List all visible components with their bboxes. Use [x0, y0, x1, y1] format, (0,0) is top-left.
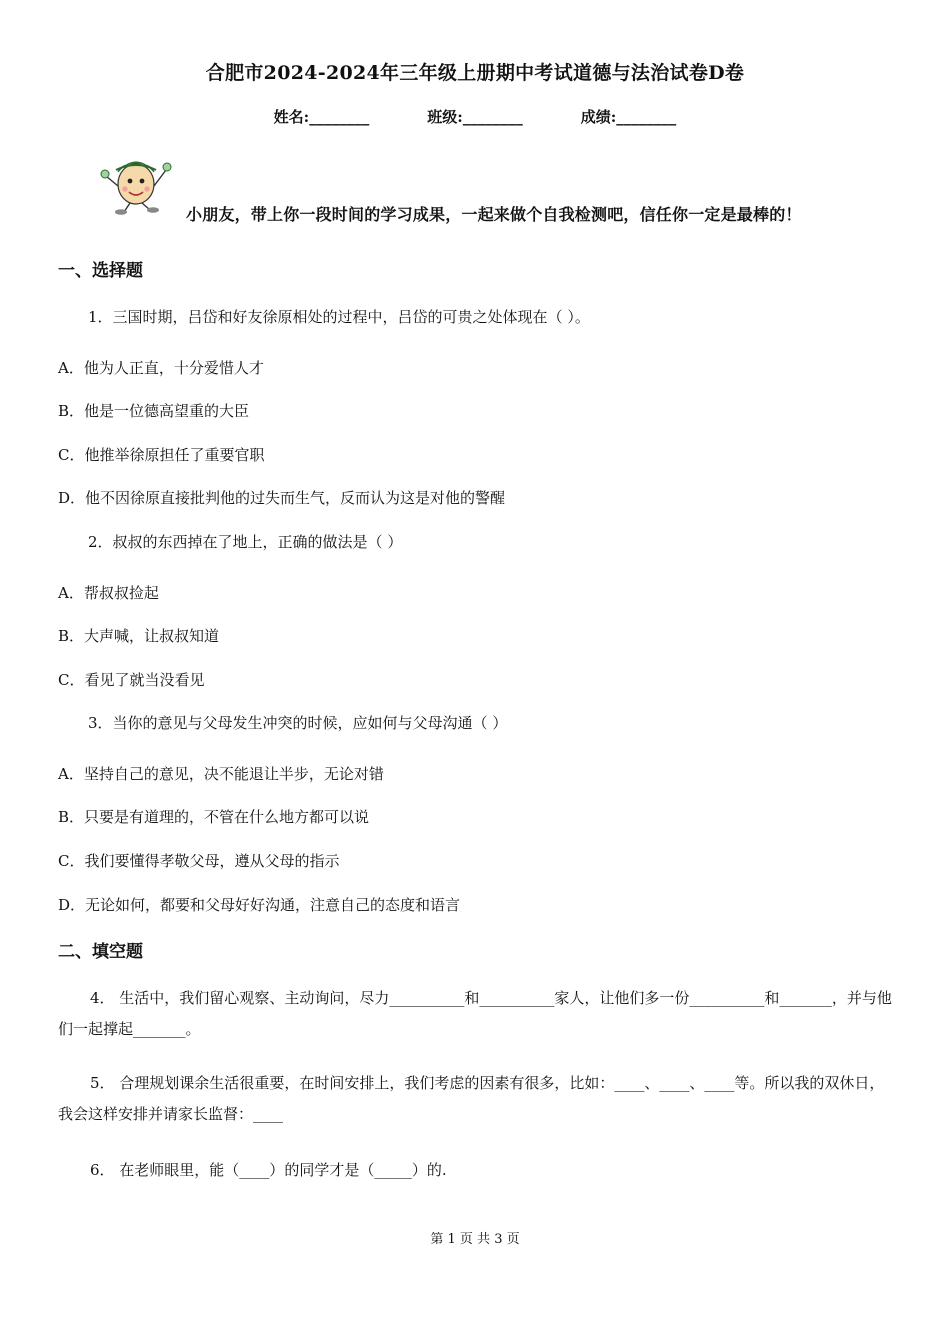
class-field: 班级:________ — [427, 108, 523, 126]
question-option: A．帮叔叔捡起 — [58, 584, 159, 602]
student-info-row — [0, 106, 950, 127]
question-stem: 2．叔叔的东西掉在了地上，正确的做法是（ ） — [88, 533, 403, 551]
section-title-choice: 一、选择题 — [58, 261, 143, 281]
question-option: D．他不因徐原直接批判他的过失而生气，反而认为这是对他的警醒 — [58, 489, 506, 507]
encouragement-text: 小朋友，带上你一段时间的学习成果，一起来做个自我检测吧，信任你一定是最棒的！ — [186, 205, 802, 224]
question-option: C．我们要懂得孝敬父母，遵从父母的指示 — [58, 852, 340, 870]
page-footer: 第 1 页 共 3 页 — [430, 1232, 520, 1247]
fill-question: 5． 合理规划课余生活很重要，在时间安排上，我们考虑的因素有很多，比如：____、____、____等。所以我的双休日，我会这样安排并请家长监督：____ — [58, 1074, 885, 1123]
name-field: 姓名:________ — [273, 108, 370, 126]
question-option: C．看见了就当没看见 — [58, 671, 205, 689]
question-option: C．他推举徐原担任了重要官职 — [58, 446, 265, 464]
fill-question: 4． 生活中，我们留心观察、主动询问，尽力__________和__________家人，让他们多一份__________和_______，并与他们一起撑起_______。 — [58, 989, 892, 1038]
question-option: A．他为人正直，十分爱惜人才 — [58, 359, 264, 377]
question-option: D．无论如何，都要和父母好好沟通，注意自己的态度和语言 — [58, 896, 461, 914]
cartoon-mascot-icon — [96, 146, 176, 216]
question-option: B．大声喊，让叔叔知道 — [58, 627, 220, 645]
question-stem: 1．三国时期，吕岱和好友徐原相处的过程中，吕岱的可贵之处体现在（ ）。 — [88, 308, 590, 326]
question-option: B．只要是有道理的，不管在什么地方都可以说 — [58, 808, 370, 826]
question-stem: 3．当你的意见与父母发生冲突的时候，应如何与父母沟通（ ） — [88, 714, 508, 732]
fill-question: 6． 在老师眼里，能（____）的同学才是（_____）的. — [90, 1161, 447, 1179]
score-field: 成绩:________ — [580, 108, 677, 126]
question-option: A．坚持自己的意见，决不能退让半步，无论对错 — [58, 765, 384, 783]
section-title-fill: 二、填空题 — [58, 942, 143, 962]
question-option: B．他是一位德高望重的大臣 — [58, 402, 250, 420]
page-title: 合肥市2024-2024年三年级上册期中考试道德与法治试卷D卷 — [205, 62, 745, 84]
